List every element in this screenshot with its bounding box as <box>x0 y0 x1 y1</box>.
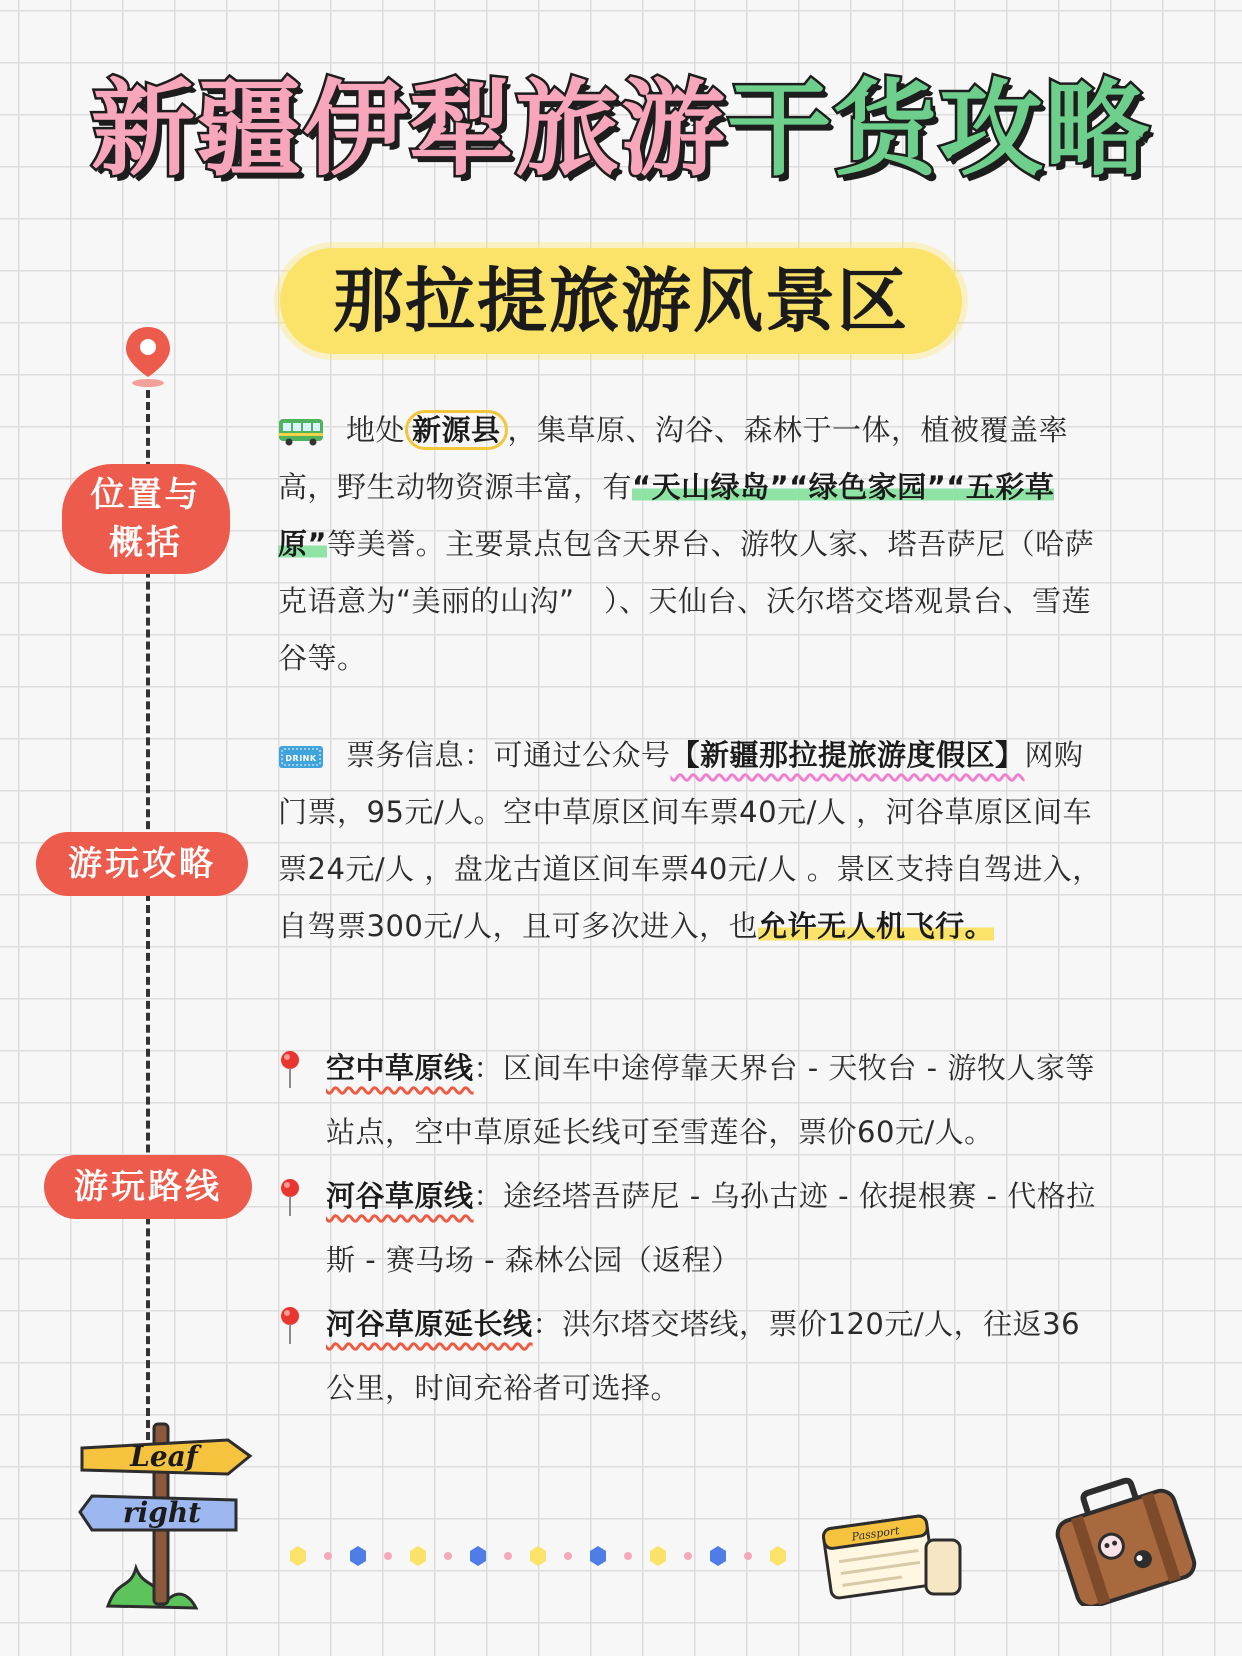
route-item <box>278 1036 1108 1164</box>
tickets-text: 票务信息：可通过公众号 <box>346 738 671 772</box>
signpost-top-label: Leaf <box>130 1440 198 1473</box>
page-title <box>40 64 1202 194</box>
drone-note: 允许无人机飞行。 <box>758 909 995 943</box>
route-description: ：途经塔吾萨尼 - 乌孙古迹 - 依提根赛 - 代格拉斯 - 赛马场 - 森林公园（返程） <box>326 1179 1096 1277</box>
label-strategy: 游玩攻略 <box>36 832 248 896</box>
tickets-text: 网购门票，95元/人。空中草原区间车票40元/人 ，河谷草原区间车票24元/人 ，盘龙古道区间车票40元/人 。景区支持自驾进入，自驾票300元/人，且可多次进入，也 <box>278 738 1102 943</box>
signpost-icon <box>78 1418 258 1618</box>
passport-label: Passport <box>850 1523 901 1544</box>
map-pin-icon <box>122 325 174 389</box>
label-location-overview <box>62 464 230 574</box>
label-line: 概括 <box>109 523 183 563</box>
county-name: 新源县 <box>405 410 508 450</box>
passport-icon <box>818 1500 968 1600</box>
route-name: 河谷草原延长线 <box>326 1307 533 1341</box>
overview-paragraph <box>278 402 1108 687</box>
route-item <box>278 1292 1108 1420</box>
title-part-green: 干货攻略 <box>727 68 1152 190</box>
official-account-name: 【新疆那拉提旅游度假区】 <box>670 738 1025 772</box>
overview-text: 地处 <box>346 413 406 447</box>
overview-text: ，集草原、沟谷、森林于一体，植被覆盖率高，野生动物资源丰富，有 <box>278 413 1069 504</box>
route-name: 空中草原线 <box>326 1051 474 1085</box>
pushpin-icon <box>278 1306 302 1346</box>
route-description: ：区间车中途停靠天界台 - 天牧台 - 游牧人家等站点，空中草原延长线可至雪莲谷，票价60元/人。 <box>326 1051 1095 1149</box>
nickname: “绿色家园” <box>789 470 947 504</box>
route-description: ：洪尔塔交塔线，票价120元/人，往返36公里，时间充裕者可选择。 <box>326 1307 1081 1405</box>
pushpin-icon <box>278 1050 302 1090</box>
nickname: “五彩草原” <box>278 470 1055 561</box>
bus-icon <box>278 418 324 446</box>
suitcase-icon <box>1050 1476 1200 1606</box>
label-route: 游玩路线 <box>44 1155 252 1219</box>
route-item <box>278 1164 1108 1292</box>
decorative-dots <box>288 1542 788 1570</box>
section-subtitle: 那拉提旅游风景区 <box>280 248 962 354</box>
route-name: 河谷草原线 <box>326 1179 474 1213</box>
overview-text: 等美誉。主要景点包含天界台、游牧人家、塔吾萨尼（哈萨克语意为“美丽的山沟” ）、天仙台、沃尔塔交塔观景台、雪莲谷等。 <box>278 527 1095 675</box>
signpost-bottom-label: right <box>122 1496 202 1529</box>
ticket-icon <box>278 745 324 769</box>
pushpin-icon <box>278 1178 302 1218</box>
ticket-badge-text: DRINK <box>285 754 317 763</box>
tickets-paragraph <box>278 727 1108 955</box>
title-part-pink: 新疆伊犁旅游 <box>90 68 727 190</box>
label-line: 位置与 <box>90 475 202 515</box>
nickname: “天山绿岛” <box>632 470 790 504</box>
